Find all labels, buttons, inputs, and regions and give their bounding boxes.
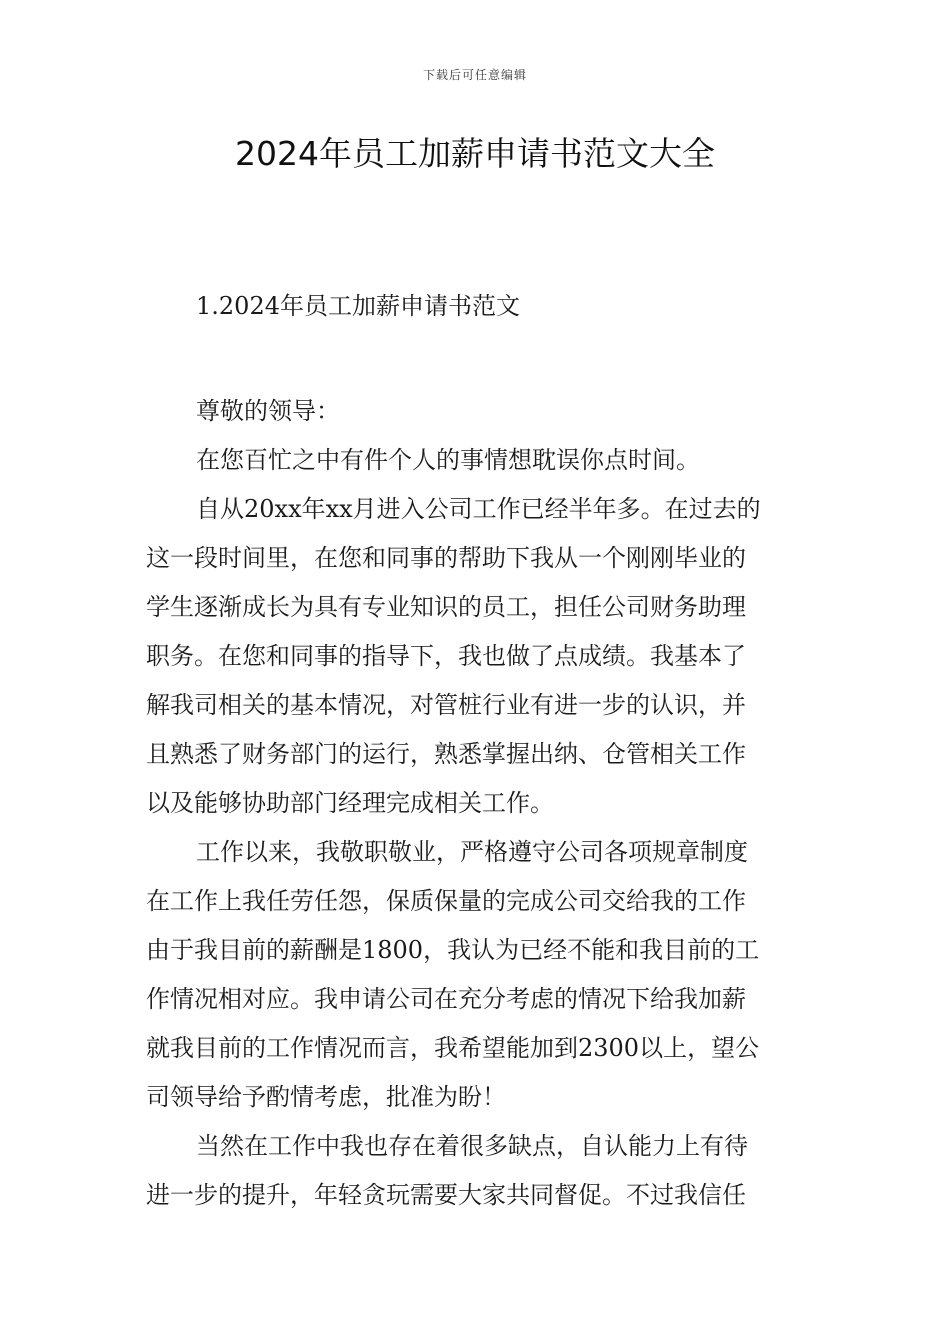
paragraph bbox=[146, 436, 806, 485]
paragraph-line: 学生逐渐成长为具有专业知识的员工，担任公司财务助理 bbox=[146, 593, 746, 621]
paragraph-line: 这一段时间里，在您和同事的帮助下我从一个刚刚毕业的 bbox=[146, 544, 746, 572]
paragraph-line: 解我司相关的基本情况，对管桩行业有进一步的认识，并 bbox=[146, 691, 746, 719]
paragraph-line: 司领导给予酌情考虑，批准为盼！ bbox=[146, 1083, 506, 1111]
paragraph-line: 当然在工作中我也存在着很多缺点，自认能力上有待 bbox=[196, 1132, 748, 1160]
paragraph-line: 且熟悉了财务部门的运行，熟悉掌握出纳、仓管相关工作 bbox=[146, 740, 746, 768]
paragraph-line: 进一步的提升，年轻贪玩需要大家共同督促。不过我信任 bbox=[146, 1181, 746, 1209]
paragraph-line: 就我目前的工作情况而言，我希望能加到2300以上，望公 bbox=[146, 1034, 760, 1062]
paragraph-line: 以及能够协助部门经理完成相关工作。 bbox=[146, 789, 554, 817]
paragraph-line: 作情况相对应。我申请公司在充分考虑的情况下给我加薪 bbox=[146, 985, 746, 1013]
paragraph-line: 在工作上我任劳任怨，保质保量的完成公司交给我的工作 bbox=[146, 887, 746, 915]
paragraph-line: 职务。在您和同事的指导下，我也做了点成绩。我基本了 bbox=[146, 642, 746, 670]
document-title: 2024年员工加薪申请书范文大全 bbox=[235, 134, 715, 173]
paragraph-line: 工作以来，我敬职敬业，严格遵守公司各项规章制度 bbox=[196, 838, 748, 866]
document-body bbox=[146, 282, 806, 1220]
paragraph-line: 由于我目前的薪酬是1800，我认为已经不能和我目前的工 bbox=[146, 936, 760, 964]
salutation: 尊敬的领导： bbox=[196, 397, 340, 425]
header-note: 下载后可任意编辑 bbox=[422, 68, 527, 82]
paragraph bbox=[146, 485, 806, 828]
paragraph-line: 在您百忙之中有件个人的事情想耽误你点时间。 bbox=[196, 446, 700, 474]
section-heading: 1.2024年员工加薪申请书范文 bbox=[196, 292, 520, 320]
paragraph bbox=[146, 1122, 806, 1220]
paragraph-line: 自从20xx年xx月进入公司工作已经半年多。在过去的 bbox=[196, 495, 761, 523]
spacer bbox=[146, 331, 806, 387]
paragraph bbox=[146, 828, 806, 1122]
